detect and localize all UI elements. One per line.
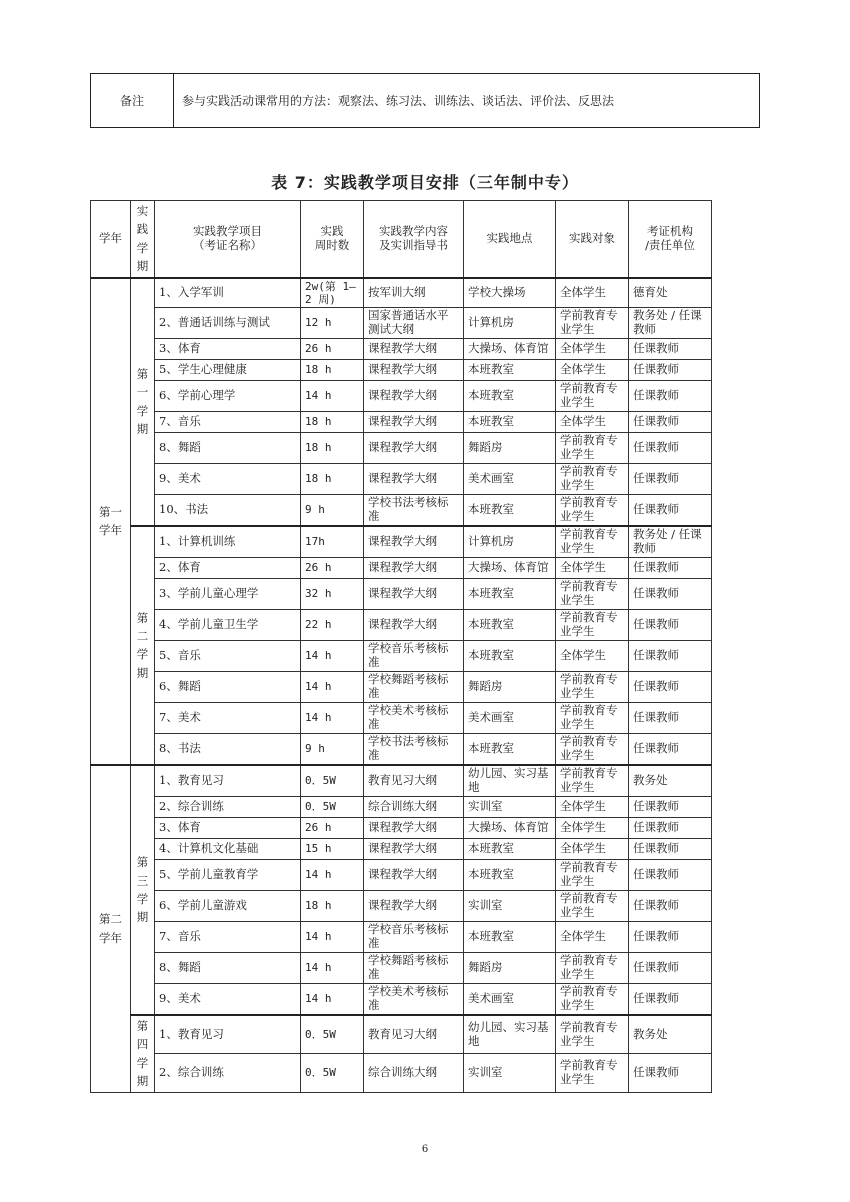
cell-item: 3、体育 <box>155 338 301 359</box>
cell-item: 7、美术 <box>155 702 301 733</box>
cell-content: 课程教学大纲 <box>364 817 464 838</box>
cell-target: 全体学生 <box>556 640 629 671</box>
cell-org: 任课教师 <box>629 463 712 494</box>
cell-hours: 26 h <box>301 557 364 578</box>
cell-content: 课程教学大纲 <box>364 526 464 558</box>
cell-hours: 14 h <box>301 671 364 702</box>
cell-item: 4、学前儿童卫生学 <box>155 609 301 640</box>
note-text: 参与实践活动课常用的方法：观察法、练习法、训练法、谈话法、评价法、反思法 <box>182 94 615 108</box>
cell-location: 美术画室 <box>464 702 556 733</box>
cell-location: 本班教室 <box>464 921 556 952</box>
cell-item: 6、舞蹈 <box>155 671 301 702</box>
cell-target: 学前教育专业学生 <box>556 983 629 1015</box>
cell-target: 全体学生 <box>556 921 629 952</box>
cell-org: 教务处 <box>629 765 712 797</box>
cell-org: 任课教师 <box>629 557 712 578</box>
cell-org: 任课教师 <box>629 817 712 838</box>
cell-content: 学校美术考核标准 <box>364 983 464 1015</box>
cell-hours: 15 h <box>301 838 364 859</box>
cell-content: 课程教学大纲 <box>364 411 464 432</box>
cell-item: 3、学前儿童心理学 <box>155 578 301 609</box>
cell-org: 任课教师 <box>629 838 712 859</box>
cell-item: 7、音乐 <box>155 921 301 952</box>
cell-org: 任课教师 <box>629 702 712 733</box>
cell-location: 大操场、体育馆 <box>464 817 556 838</box>
cell-content: 课程教学大纲 <box>364 432 464 463</box>
cell-hours: 32 h <box>301 578 364 609</box>
cell-item: 10、书法 <box>155 494 301 526</box>
cell-location: 本班教室 <box>464 494 556 526</box>
cell-location: 舞蹈房 <box>464 952 556 983</box>
page-number: 6 <box>421 1144 429 1155</box>
cell-org: 任课教师 <box>629 432 712 463</box>
cell-hours: 17h <box>301 526 364 558</box>
cell-hours: 22 h <box>301 609 364 640</box>
table-row <box>91 609 712 640</box>
cell-org: 任课教师 <box>629 578 712 609</box>
cell-target: 学前教育专业学生 <box>556 671 629 702</box>
table-row <box>91 733 712 765</box>
cell-item: 5、学生心理健康 <box>155 359 301 380</box>
cell-content: 国家普通话水平测试大纲 <box>364 307 464 338</box>
cell-target: 全体学生 <box>556 796 629 817</box>
cell-content: 综合训练大纲 <box>364 796 464 817</box>
table-row <box>91 494 712 526</box>
cell-content: 学校舞蹈考核标准 <box>364 952 464 983</box>
cell-content: 课程教学大纲 <box>364 859 464 890</box>
cell-location: 舞蹈房 <box>464 671 556 702</box>
cell-target: 全体学生 <box>556 359 629 380</box>
term-cell: 第三学期 <box>131 765 155 1015</box>
cell-location: 本班教室 <box>464 859 556 890</box>
term-cell: 第一学期 <box>131 278 155 526</box>
cell-location: 大操场、体育馆 <box>464 338 556 359</box>
cell-target: 学前教育专业学生 <box>556 432 629 463</box>
table-row <box>91 307 712 338</box>
cell-location: 实训室 <box>464 796 556 817</box>
cell-org: 德育处 <box>629 278 712 308</box>
cell-content: 综合训练大纲 <box>364 1054 464 1092</box>
cell-location: 本班教室 <box>464 359 556 380</box>
note-label: 备注 <box>91 74 174 127</box>
table-row <box>91 557 712 578</box>
cell-item: 5、音乐 <box>155 640 301 671</box>
cell-org: 任课教师 <box>629 359 712 380</box>
cell-target: 全体学生 <box>556 838 629 859</box>
cell-hours: 0．5W <box>301 1054 364 1092</box>
cell-item: 1、教育见习 <box>155 765 301 797</box>
cell-target: 全体学生 <box>556 278 629 308</box>
cell-location: 实训室 <box>464 890 556 921</box>
cell-hours: 14 h <box>301 380 364 411</box>
cell-item: 2、体育 <box>155 557 301 578</box>
cell-content: 课程教学大纲 <box>364 359 464 380</box>
header-org: 考证机构 /责任单位 <box>629 201 712 278</box>
table-row <box>91 838 712 859</box>
practice-table <box>90 200 712 1093</box>
cell-org: 任课教师 <box>629 952 712 983</box>
cell-hours: 18 h <box>301 411 364 432</box>
year-cell: 第二学年 <box>91 765 131 1092</box>
table-row <box>91 640 712 671</box>
cell-location: 美术画室 <box>464 463 556 494</box>
cell-location: 计算机房 <box>464 307 556 338</box>
cell-location: 本班教室 <box>464 578 556 609</box>
table-row <box>91 796 712 817</box>
cell-hours: 9 h <box>301 733 364 765</box>
table-row <box>91 952 712 983</box>
cell-org: 任课教师 <box>629 921 712 952</box>
cell-target: 学前教育专业学生 <box>556 380 629 411</box>
cell-item: 7、音乐 <box>155 411 301 432</box>
table-row <box>91 765 712 797</box>
header-year: 学年 <box>91 201 131 278</box>
cell-org: 任课教师 <box>629 380 712 411</box>
cell-location: 本班教室 <box>464 411 556 432</box>
cell-target: 学前教育专业学生 <box>556 702 629 733</box>
cell-location: 幼儿园、实习基地 <box>464 1015 556 1054</box>
cell-target: 学前教育专业学生 <box>556 526 629 558</box>
cell-org: 任课教师 <box>629 733 712 765</box>
cell-item: 9、美术 <box>155 463 301 494</box>
cell-item: 9、美术 <box>155 983 301 1015</box>
table-row <box>91 432 712 463</box>
table-row <box>91 578 712 609</box>
cell-location: 实训室 <box>464 1054 556 1092</box>
cell-content: 课程教学大纲 <box>364 463 464 494</box>
table-row <box>91 671 712 702</box>
cell-content: 课程教学大纲 <box>364 609 464 640</box>
cell-item: 1、入学军训 <box>155 278 301 308</box>
cell-target: 学前教育专业学生 <box>556 1054 629 1092</box>
table-row <box>91 1054 712 1092</box>
cell-hours: 14 h <box>301 952 364 983</box>
note-box <box>90 73 760 128</box>
cell-org: 任课教师 <box>629 411 712 432</box>
cell-org: 教务处 / 任课教师 <box>629 307 712 338</box>
cell-hours: 14 h <box>301 983 364 1015</box>
header-location: 实践地点 <box>464 201 556 278</box>
cell-org: 任课教师 <box>629 671 712 702</box>
cell-target: 全体学生 <box>556 411 629 432</box>
cell-target: 全体学生 <box>556 557 629 578</box>
cell-content: 学校书法考核标准 <box>364 733 464 765</box>
table-row <box>91 380 712 411</box>
cell-target: 学前教育专业学生 <box>556 733 629 765</box>
cell-location: 美术画室 <box>464 983 556 1015</box>
cell-content: 课程教学大纲 <box>364 557 464 578</box>
cell-content: 学校书法考核标准 <box>364 494 464 526</box>
cell-hours: 9 h <box>301 494 364 526</box>
cell-org: 任课教师 <box>629 494 712 526</box>
cell-content: 学校舞蹈考核标准 <box>364 671 464 702</box>
cell-location: 本班教室 <box>464 609 556 640</box>
table-title: 表 7：实践教学项目安排（三年制中专） <box>271 173 579 192</box>
cell-target: 学前教育专业学生 <box>556 609 629 640</box>
cell-target: 学前教育专业学生 <box>556 307 629 338</box>
table-row <box>91 921 712 952</box>
header-term: 实践学期 <box>131 201 155 278</box>
header-target: 实践对象 <box>556 201 629 278</box>
table-row <box>91 1015 712 1054</box>
cell-org: 教务处 / 任课教师 <box>629 526 712 558</box>
cell-content: 课程教学大纲 <box>364 838 464 859</box>
cell-location: 大操场、体育馆 <box>464 557 556 578</box>
cell-item: 8、舞蹈 <box>155 432 301 463</box>
cell-hours: 26 h <box>301 817 364 838</box>
cell-content: 课程教学大纲 <box>364 380 464 411</box>
header-content: 实践教学内容 及实训指导书 <box>364 201 464 278</box>
cell-location: 本班教室 <box>464 733 556 765</box>
table-body <box>91 278 712 1092</box>
cell-item: 2、综合训练 <box>155 1054 301 1092</box>
table-row <box>91 463 712 494</box>
cell-location: 本班教室 <box>464 838 556 859</box>
cell-location: 本班教室 <box>464 380 556 411</box>
cell-item: 2、普通话训练与测试 <box>155 307 301 338</box>
cell-item: 6、学前心理学 <box>155 380 301 411</box>
cell-content: 课程教学大纲 <box>364 578 464 609</box>
cell-hours: 0．5W <box>301 1015 364 1054</box>
cell-item: 8、舞蹈 <box>155 952 301 983</box>
cell-item: 2、综合训练 <box>155 796 301 817</box>
table-row <box>91 338 712 359</box>
cell-target: 学前教育专业学生 <box>556 890 629 921</box>
table-row <box>91 526 712 558</box>
table-row <box>91 702 712 733</box>
cell-target: 学前教育专业学生 <box>556 765 629 797</box>
cell-hours: 14 h <box>301 859 364 890</box>
cell-org: 任课教师 <box>629 983 712 1015</box>
cell-content: 教育见习大纲 <box>364 1015 464 1054</box>
cell-content: 学校音乐考核标准 <box>364 921 464 952</box>
cell-location: 舞蹈房 <box>464 432 556 463</box>
cell-org: 任课教师 <box>629 609 712 640</box>
cell-target: 学前教育专业学生 <box>556 578 629 609</box>
cell-content: 按军训大纲 <box>364 278 464 308</box>
cell-hours: 26 h <box>301 338 364 359</box>
cell-item: 1、计算机训练 <box>155 526 301 558</box>
cell-content: 学校美术考核标准 <box>364 702 464 733</box>
cell-target: 学前教育专业学生 <box>556 1015 629 1054</box>
cell-hours: 14 h <box>301 702 364 733</box>
cell-item: 6、学前儿童游戏 <box>155 890 301 921</box>
cell-org: 任课教师 <box>629 338 712 359</box>
cell-hours: 12 h <box>301 307 364 338</box>
cell-hours: 18 h <box>301 890 364 921</box>
cell-org: 任课教师 <box>629 890 712 921</box>
cell-item: 4、计算机文化基础 <box>155 838 301 859</box>
cell-org: 任课教师 <box>629 640 712 671</box>
cell-hours: 14 h <box>301 921 364 952</box>
cell-target: 全体学生 <box>556 338 629 359</box>
cell-target: 学前教育专业学生 <box>556 859 629 890</box>
table-row <box>91 817 712 838</box>
cell-content: 教育见习大纲 <box>364 765 464 797</box>
cell-content: 学校音乐考核标准 <box>364 640 464 671</box>
header-weeks: 实践 周时数 <box>301 201 364 278</box>
term-cell: 第二学期 <box>131 526 155 765</box>
cell-location: 本班教室 <box>464 640 556 671</box>
table-row <box>91 890 712 921</box>
cell-item: 1、教育见习 <box>155 1015 301 1054</box>
cell-org: 任课教师 <box>629 1054 712 1092</box>
cell-target: 学前教育专业学生 <box>556 952 629 983</box>
cell-hours: 2w(第 1—2 周) <box>301 278 364 308</box>
header-project: 实践教学项目 （考证名称） <box>155 201 301 278</box>
cell-hours: 18 h <box>301 463 364 494</box>
cell-hours: 0．5W <box>301 765 364 797</box>
table-row <box>91 359 712 380</box>
table-row <box>91 278 712 308</box>
cell-org: 任课教师 <box>629 859 712 890</box>
cell-org: 任课教师 <box>629 796 712 817</box>
cell-content: 课程教学大纲 <box>364 338 464 359</box>
table-row <box>91 411 712 432</box>
year-cell: 第一学年 <box>91 278 131 765</box>
cell-item: 8、书法 <box>155 733 301 765</box>
cell-target: 学前教育专业学生 <box>556 494 629 526</box>
cell-target: 学前教育专业学生 <box>556 463 629 494</box>
cell-hours: 0．5W <box>301 796 364 817</box>
cell-hours: 18 h <box>301 432 364 463</box>
cell-target: 全体学生 <box>556 817 629 838</box>
cell-location: 计算机房 <box>464 526 556 558</box>
cell-content: 课程教学大纲 <box>364 890 464 921</box>
cell-hours: 14 h <box>301 640 364 671</box>
table-row <box>91 859 712 890</box>
table-row <box>91 983 712 1015</box>
cell-hours: 18 h <box>301 359 364 380</box>
cell-location: 幼儿园、实习基地 <box>464 765 556 797</box>
cell-item: 3、体育 <box>155 817 301 838</box>
cell-location: 学校大操场 <box>464 278 556 308</box>
cell-org: 教务处 <box>629 1015 712 1054</box>
term-cell: 第四学期 <box>131 1015 155 1092</box>
cell-item: 5、学前儿童教育学 <box>155 859 301 890</box>
